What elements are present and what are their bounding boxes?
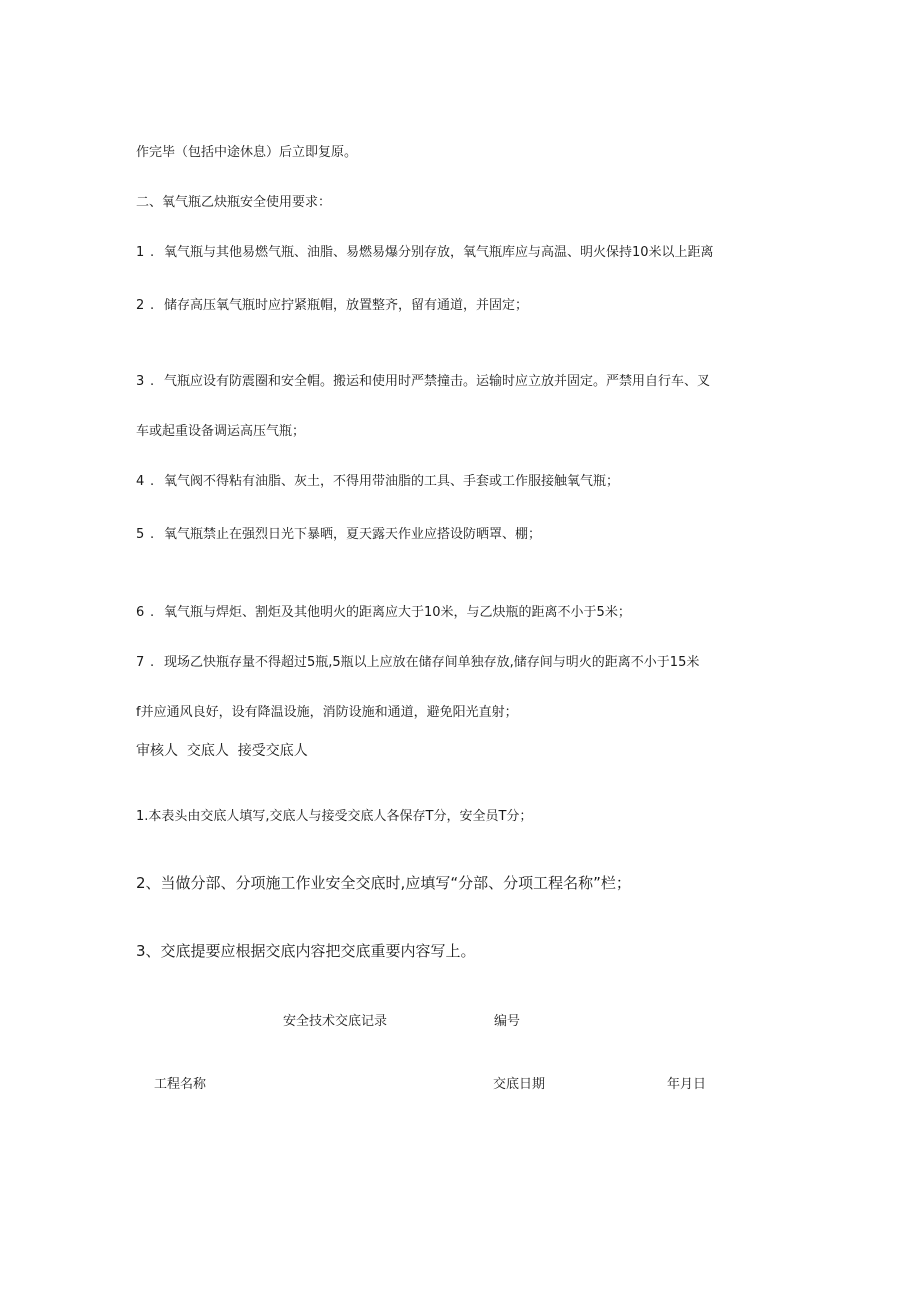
list-item-continuation: 车或起重设备调运高压气瓶； [136,424,306,439]
item-text: 气瓶应设有防震圈和安全帽。搬运和使用时严禁撞击。运输时应立放并固定。严禁用自行车、叉 [164,374,711,389]
item-text: 氧气瓶与其他易燃气瓶、油脂、易燃易爆分别存放，氧气瓶库应与高温、明火保持10米以上距离 [164,245,714,260]
section-title: 二、氧气瓶乙炔瓶安全使用要求： [136,195,332,210]
list-item: 7 . 现场乙快瓶存量不得超过5瓶,5瓶以上应放在储存间单独存放,储存间与明火的距离不小于15米 [136,655,700,670]
note-1: 1.本表头由交底人填写,交底人与接受交底人各保存T分，安全员T分； [136,809,533,824]
item-number: 7 [136,655,145,670]
item-text: 氧气瓶禁止在强烈日光下暴晒，夏天露天作业应搭设防晒罩、棚； [164,527,542,542]
item-text: 氧气瓶与焊炬、割炬及其他明火的距离应大于10米，与乙炔瓶的距离不小于5米； [164,605,631,620]
item-number: 5 [136,527,145,542]
note-3: 3、交底提要应根据交底内容把交底重要内容写上。 [136,942,476,960]
item-number: 1 [136,245,145,260]
intro-line: 作完毕（包括中途休息）后立即复原。 [136,145,358,160]
note-2: 2、当做分部、分项施工作业安全交底时,应填写“分部、分项工程名称”栏； [136,874,631,892]
list-item: 5 . 氧气瓶禁止在强烈日光下暴晒，夏天露天作业应搭设防晒罩、棚； [136,527,542,542]
list-item: 6 . 氧气瓶与焊炬、割炬及其他明火的距离应大于10米，与乙炔瓶的距离不小于5米； [136,605,631,620]
list-item: 4 . 氧气阀不得粘有油脂、灰土，不得用带油脂的工具、手套或工作服接触氧气瓶； [136,474,620,489]
list-item: 2 . 储存高压氧气瓶时应拧紧瓶帽，放置整齐，留有通道，并固定； [136,298,529,313]
item-text: 氧气阀不得粘有油脂、灰土，不得用带油脂的工具、手套或工作服接触氧气瓶； [164,474,620,489]
signers-line: 审核人 交底人 接受交底人 [136,743,308,759]
item-text: 现场乙快瓶存量不得超过5瓶,5瓶以上应放在储存间单独存放,储存间与明火的距离不小于15米 [164,655,700,670]
date-value: 年月日 [667,1077,707,1092]
list-item-continuation: f并应通风良好，设有降温设施，消防设施和通道，避免阳光直射； [136,705,518,720]
list-item: 3 . 气瓶应设有防震圈和安全帽。搬运和使用时严禁撞击。运输时应立放并固定。严禁用自行车、叉 [136,374,711,389]
list-item: 1 . 氧气瓶与其他易燃气瓶、油脂、易燃易爆分别存放，氧气瓶库应与高温、明火保持10米以上距离 [136,245,714,260]
item-text: 储存高压氧气瓶时应拧紧瓶帽，放置整齐，留有通道，并固定； [164,298,529,313]
date-label: 交底日期 [493,1077,546,1092]
number-label: 编号 [494,1014,521,1029]
item-number: 6 [136,605,145,620]
form-title: 安全技术交底记录 [283,1014,388,1029]
item-number: 3 [136,374,145,389]
item-number: 2 [136,298,145,313]
item-number: 4 [136,474,145,489]
project-name-label: 工程名称 [154,1077,207,1092]
